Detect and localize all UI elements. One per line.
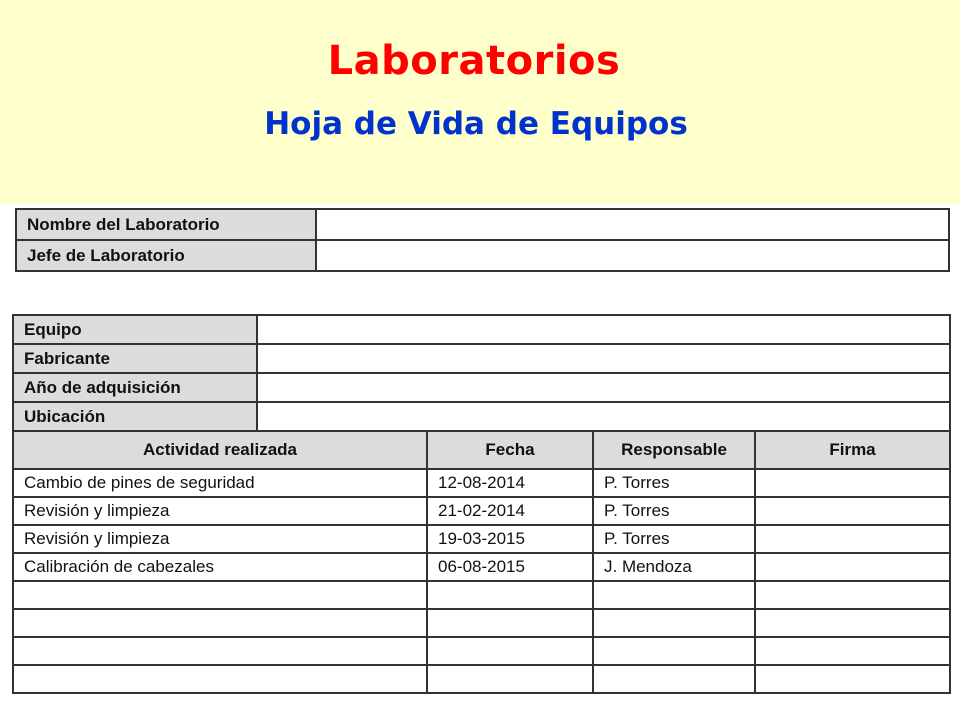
responsable-cell[interactable]: P. Torres [593,497,755,525]
header-banner [0,0,960,204]
firma-cell[interactable] [755,553,950,581]
ubicacion-label: Ubicación [13,402,257,431]
col-header-actividad: Actividad realizada [13,431,427,469]
responsable-cell[interactable]: J. Mendoza [593,553,755,581]
fecha-cell[interactable]: 12-08-2014 [427,469,593,497]
ubicacion-row [13,402,950,431]
fecha-cell[interactable] [427,609,593,637]
table-row [13,581,950,609]
responsable-cell[interactable] [593,665,755,693]
lab-name-row [16,209,949,240]
actividad-cell[interactable] [13,609,427,637]
page-subtitle: Hoja de Vida de Equipos [264,106,688,142]
page-title: Laboratorios [327,38,621,84]
fecha-cell[interactable] [427,665,593,693]
responsable-cell[interactable] [593,609,755,637]
table-row [13,525,950,553]
actividad-cell[interactable]: Calibración de cabezales [13,553,427,581]
responsable-cell[interactable] [593,637,755,665]
fecha-cell[interactable]: 21-02-2014 [427,497,593,525]
table-row [13,609,950,637]
table-row [13,665,950,693]
lab-head-label: Jefe de Laboratorio [16,240,316,271]
firma-cell[interactable] [755,609,950,637]
lab-info-table [15,208,950,272]
actividad-cell[interactable]: Revisión y limpieza [13,497,427,525]
anio-row [13,373,950,402]
equipo-field[interactable] [257,315,950,344]
responsable-cell[interactable]: P. Torres [593,525,755,553]
firma-cell[interactable] [755,581,950,609]
fecha-cell[interactable] [427,581,593,609]
activity-header-row [13,431,950,469]
fecha-cell[interactable]: 06-08-2015 [427,553,593,581]
lab-head-row [16,240,949,271]
col-header-fecha: Fecha [427,431,593,469]
equipo-row [13,315,950,344]
firma-cell[interactable] [755,469,950,497]
col-header-responsable: Responsable [593,431,755,469]
fabricante-field[interactable] [257,344,950,373]
firma-cell[interactable] [755,525,950,553]
anio-field[interactable] [257,373,950,402]
table-row [13,637,950,665]
responsable-cell[interactable] [593,581,755,609]
firma-cell[interactable] [755,497,950,525]
fabricante-row [13,344,950,373]
responsable-cell[interactable]: P. Torres [593,469,755,497]
anio-label: Año de adquisición [13,373,257,402]
lab-head-field[interactable] [316,240,949,271]
equipo-label: Equipo [13,315,257,344]
firma-cell[interactable] [755,665,950,693]
firma-cell[interactable] [755,637,950,665]
fabricante-label: Fabricante [13,344,257,373]
col-header-firma: Firma [755,431,950,469]
lab-name-label: Nombre del Laboratorio [16,209,316,240]
actividad-cell[interactable] [13,637,427,665]
fecha-cell[interactable]: 19-03-2015 [427,525,593,553]
actividad-cell[interactable]: Cambio de pines de seguridad [13,469,427,497]
actividad-cell[interactable] [13,581,427,609]
equipment-table [12,314,951,694]
actividad-cell[interactable]: Revisión y limpieza [13,525,427,553]
fecha-cell[interactable] [427,637,593,665]
table-row [13,497,950,525]
table-row [13,553,950,581]
table-row [13,469,950,497]
ubicacion-field[interactable] [257,402,950,431]
actividad-cell[interactable] [13,665,427,693]
lab-name-field[interactable] [316,209,949,240]
